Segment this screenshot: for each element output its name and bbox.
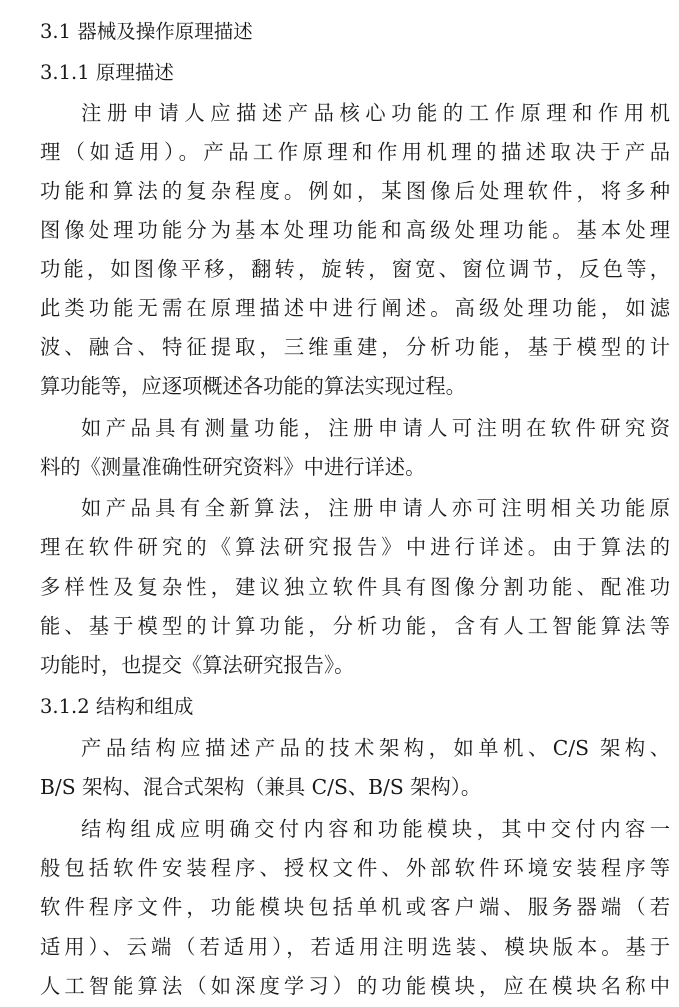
text-line: 注册申请人应描述产品核心功能的工作原理和作用机 <box>81 101 670 125</box>
text-line: 适用）、云端（若适用），若适用注明选装、模块版本。基于 <box>40 935 670 959</box>
text-line: 此类功能无需在原理描述中进行阐述。高级处理功能，如滤 <box>40 296 670 320</box>
text-line: 产品结构应描述产品的技术架构，如单机、C/S 架构、 <box>81 736 670 760</box>
section-heading-3-1-1: 3.1.1 原理描述 <box>40 61 174 84</box>
text-line: 结构组成应明确交付内容和功能模块，其中交付内容一 <box>81 817 670 841</box>
text-line: 理（如适用）。产品工作原理和作用机理的描述取决于产品 <box>40 140 670 164</box>
text-line: 多样性及复杂性，建议独立软件具有图像分割功能、配准功 <box>40 575 670 599</box>
text-line: 算功能等，应逐项概述各功能的算法实现过程。 <box>40 374 466 398</box>
text-line: 料的《测量准确性研究资料》中进行详述。 <box>40 455 426 479</box>
text-line: 理在软件研究的《算法研究报告》中进行详述。由于算法的 <box>40 535 670 559</box>
text-line: 功能时，也提交《算法研究报告》。 <box>40 653 355 677</box>
section-heading-3-1-2: 3.1.2 结构和组成 <box>40 695 194 718</box>
text-line: 功能和算法的复杂程度。例如，某图像后处理软件，将多种 <box>40 179 670 203</box>
text-line: 如产品具有测量功能，注册申请人可注明在软件研究资 <box>81 416 670 440</box>
text-line: 图像处理功能分为基本处理功能和高级处理功能。基本处理 <box>40 218 670 242</box>
text-line: 如产品具有全新算法，注册申请人亦可注明相关功能原 <box>81 496 670 520</box>
section-heading-3-1: 3.1 器械及操作原理描述 <box>40 20 253 43</box>
text-line: 能、基于模型的计算功能，分析功能，含有人工智能算法等 <box>40 614 670 638</box>
text-line: 波、融合、特征提取，三维重建，分析功能，基于模型的计 <box>40 335 670 359</box>
text-line: B/S 架构、混合式架构（兼具 C/S、B/S 架构）。 <box>40 775 482 799</box>
text-line: 软件程序文件，功能模块包括单机或客户端、服务器端（若 <box>40 895 670 919</box>
text-line: 般包括软件安装程序、授权文件、外部软件环境安装程序等 <box>40 856 670 880</box>
text-line: 功能，如图像平移，翻转，旋转，窗宽、窗位调节，反色等， <box>40 257 670 281</box>
text-line: 人工智能算法（如深度学习）的功能模块，应在模块名称中 <box>40 974 670 998</box>
